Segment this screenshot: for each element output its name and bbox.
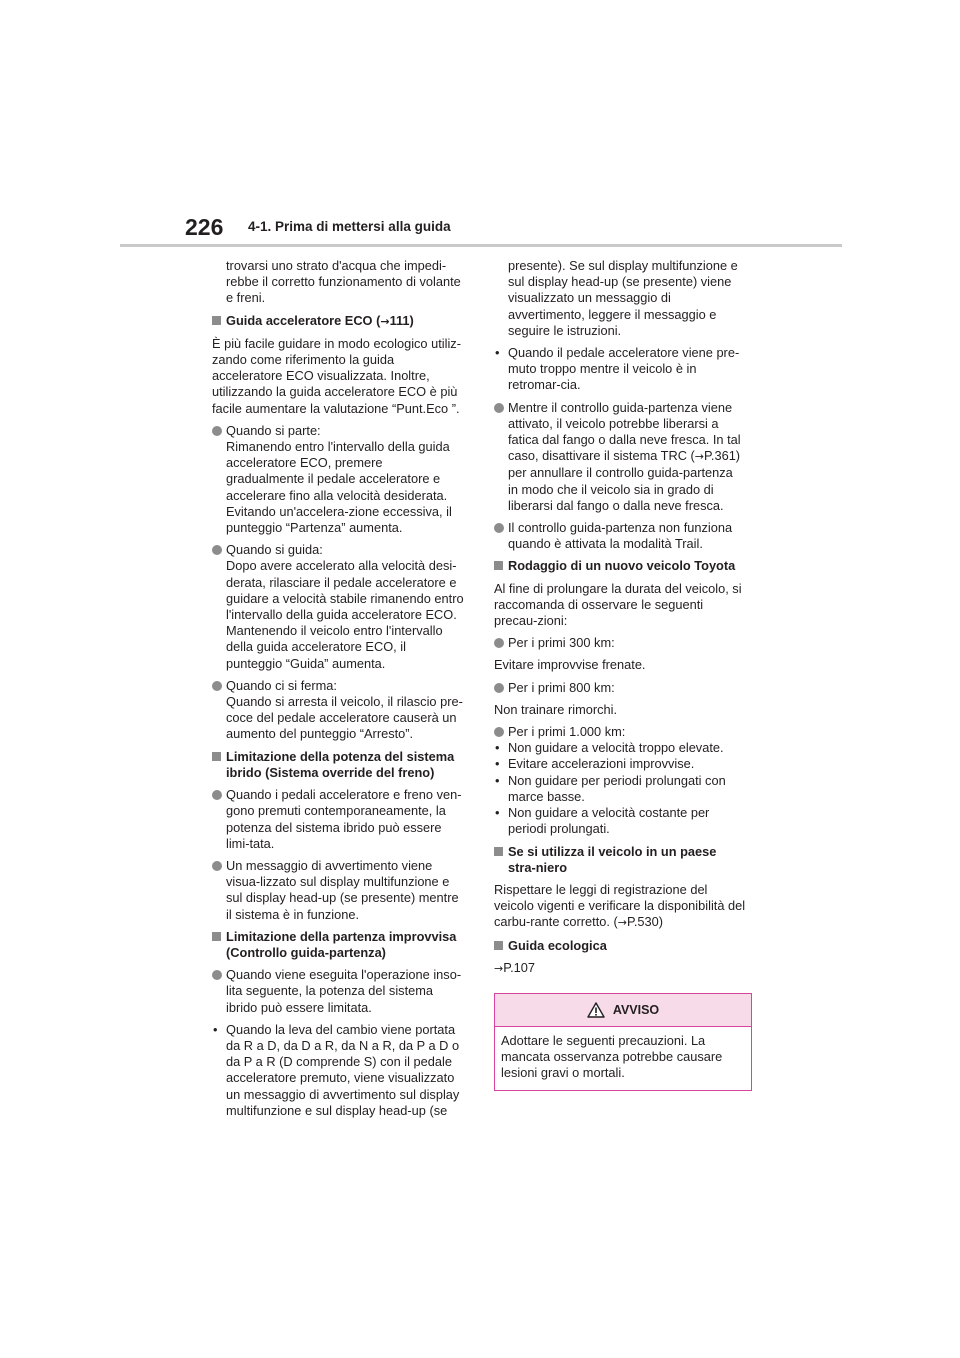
round-bullet-icon bbox=[212, 545, 222, 555]
list-item: Un messaggio di avvertimento viene visua-lizzato sul display multifunzione e sul display head-up (se presente) mentre il sistema è in funzione. bbox=[212, 858, 464, 923]
round-bullet-icon bbox=[212, 681, 222, 691]
list-item: Quando viene eseguita l'operazione inso-lita seguente, la potenza del sistema ibrido può essere limitata. bbox=[212, 967, 464, 1016]
arrow-icon: → bbox=[617, 916, 627, 930]
warning-text: Adottare le seguenti precauzioni. La mancata osservanza potrebbe causare lesioni gravi o mortali. bbox=[501, 1032, 723, 1081]
paragraph: Al fine di prolungare la durata del veicolo, si raccomanda di osservare le seguenti precau-zioni: bbox=[494, 580, 742, 629]
list-item: Quando si parte: Rimanendo entro l'intervallo della guida acceleratore ECO, premere gradualmente il pedale acceleratore e accelerare fino alla velocità desiderata. Evitando un'accelera-zione eccessiva, il punteggio “Partenza” aumenta. bbox=[212, 423, 464, 536]
square-bullet-icon bbox=[212, 316, 221, 325]
left-column bbox=[212, 258, 464, 1119]
section-heading-break-in: Rodaggio di un nuovo veicolo Toyota bbox=[494, 558, 746, 574]
paragraph: presente). Se sul display multifunzione e sul display head-up (se presente) viene visualizzato un messaggio di avvertimento, leggere il messaggio e seguire le istruzioni. bbox=[508, 258, 738, 338]
list-item: Quando ci si ferma: Quando si arresta il veicolo, il rilascio pre-coce del pedale acceleratore causerà un aumento del punteggio “Arresto”. bbox=[212, 678, 464, 743]
sub-list-item: • Non guidare a velocità troppo elevate. bbox=[494, 740, 746, 756]
square-bullet-icon bbox=[212, 752, 221, 761]
arrow-icon: → bbox=[694, 450, 705, 464]
sub-list-item: • Non guidare per periodi prolungati con marce basse. bbox=[494, 773, 746, 805]
square-bullet-icon bbox=[494, 941, 503, 950]
list-item: Quando i pedali acceleratore e freno ven-gono premuti contemporaneamente, la potenza del sistema ibrido può essere limi-tata. bbox=[212, 787, 464, 852]
header-rule bbox=[120, 244, 842, 247]
section-heading-eco-driving: Guida ecologica bbox=[494, 938, 746, 954]
warning-box bbox=[494, 993, 752, 1091]
section-heading-abroad: Se si utilizza il veicolo in un paese stra-niero bbox=[494, 844, 746, 876]
paragraph: Rispettare le leggi di registrazione del veicolo vigenti e verificare la disponibilità del carbu-rante corretto. (→P.530) bbox=[494, 881, 746, 930]
sub-list-item: • Quando il pedale acceleratore viene pre-muto troppo mentre il veicolo è in retromar-cia. bbox=[494, 345, 746, 394]
warning-triangle-icon bbox=[587, 1002, 605, 1018]
round-bullet-icon bbox=[494, 727, 504, 737]
sub-list-item: • Quando la leva del cambio viene portata da R a D, da D a R, da N a R, da P a D o da P a R (D comprende S) con il pedale acceleratore premuto, viene visualizzato un messaggio di avvertimento sul display multifunzione e sul display head-up (se bbox=[212, 1022, 464, 1119]
section-heading-start: Limitazione della partenza improvvisa (Controllo guida-partenza) bbox=[212, 929, 464, 961]
section-heading-limit: Limitazione della potenza del sistema ibrido (Sistema override del freno) bbox=[212, 749, 464, 781]
square-bullet-icon bbox=[212, 932, 221, 941]
sub-list-item: • Non guidare a velocità costante per periodi prolungati. bbox=[494, 805, 746, 837]
round-bullet-icon bbox=[494, 683, 504, 693]
paragraph: È più facile guidare in modo ecologico utiliz-zando come riferimento la guida acceleratore ECO visualizzata. Inoltre, utilizzando la guida acceleratore ECO è più facile aumentare la valutazione “Punt.Eco ”. bbox=[212, 335, 461, 416]
round-bullet-icon bbox=[212, 970, 222, 980]
warning-title: AVVISO bbox=[612, 1002, 660, 1017]
square-bullet-icon bbox=[494, 561, 503, 570]
paragraph: trovarsi uno strato d'acqua che impedi-rebbe il corretto funzionamento di volante e freni. bbox=[226, 258, 461, 306]
list-item: Per i primi 800 km: bbox=[494, 680, 746, 696]
list-item: Il controllo guida-partenza non funziona quando è attivata la modalità Trail. bbox=[494, 520, 746, 552]
list-item: Mentre il controllo guida-partenza viene attivato, il veicolo potrebbe liberarsi a fatica dal fango o dalla neve fresca. In tal caso, disattivare il sistema TRC (→P.361) per annullare il controllo guida-partenza in modo che il veicolo sia in grado di liberarsi dal fango o dalla neve fresca. bbox=[494, 400, 746, 514]
list-item: Quando si guida: Dopo avere accelerato alla velocità desi-derata, rilasciare il pedale acceleratore e guidare a velocità stabile rimanendo entro l'intervallo della guida acceleratore ECO. Mantenendo il veicolo entro l'intervallo della guida acceleratore ECO, il punteggio “Guida” aumenta. bbox=[212, 542, 464, 672]
warning-header bbox=[495, 994, 751, 1027]
paragraph: Non trainare rimorchi. bbox=[494, 701, 618, 717]
list-item: Per i primi 300 km: bbox=[494, 635, 746, 651]
section-heading-eco: Guida acceleratore ECO (→111) bbox=[212, 313, 464, 330]
paragraph: Evitare improvvise frenate. bbox=[494, 657, 646, 673]
round-bullet-icon bbox=[494, 523, 504, 533]
list-item: Per i primi 1.000 km: bbox=[494, 724, 746, 740]
round-bullet-icon bbox=[212, 426, 222, 436]
round-bullet-icon bbox=[212, 861, 222, 871]
page-number: 226 bbox=[185, 214, 224, 240]
arrow-icon: → bbox=[494, 961, 504, 975]
round-bullet-icon bbox=[494, 638, 504, 648]
sub-list-item: • Evitare accelerazioni improvvise. bbox=[494, 756, 746, 772]
page-reference: →P.107 bbox=[494, 959, 536, 975]
arrow-icon: → bbox=[380, 314, 390, 328]
right-column bbox=[494, 258, 746, 1091]
chapter-title: 4-1. Prima di mettersi alla guida bbox=[248, 219, 451, 234]
round-bullet-icon bbox=[212, 790, 222, 800]
round-bullet-icon bbox=[494, 403, 504, 413]
square-bullet-icon bbox=[494, 847, 503, 856]
page-header bbox=[0, 0, 960, 250]
